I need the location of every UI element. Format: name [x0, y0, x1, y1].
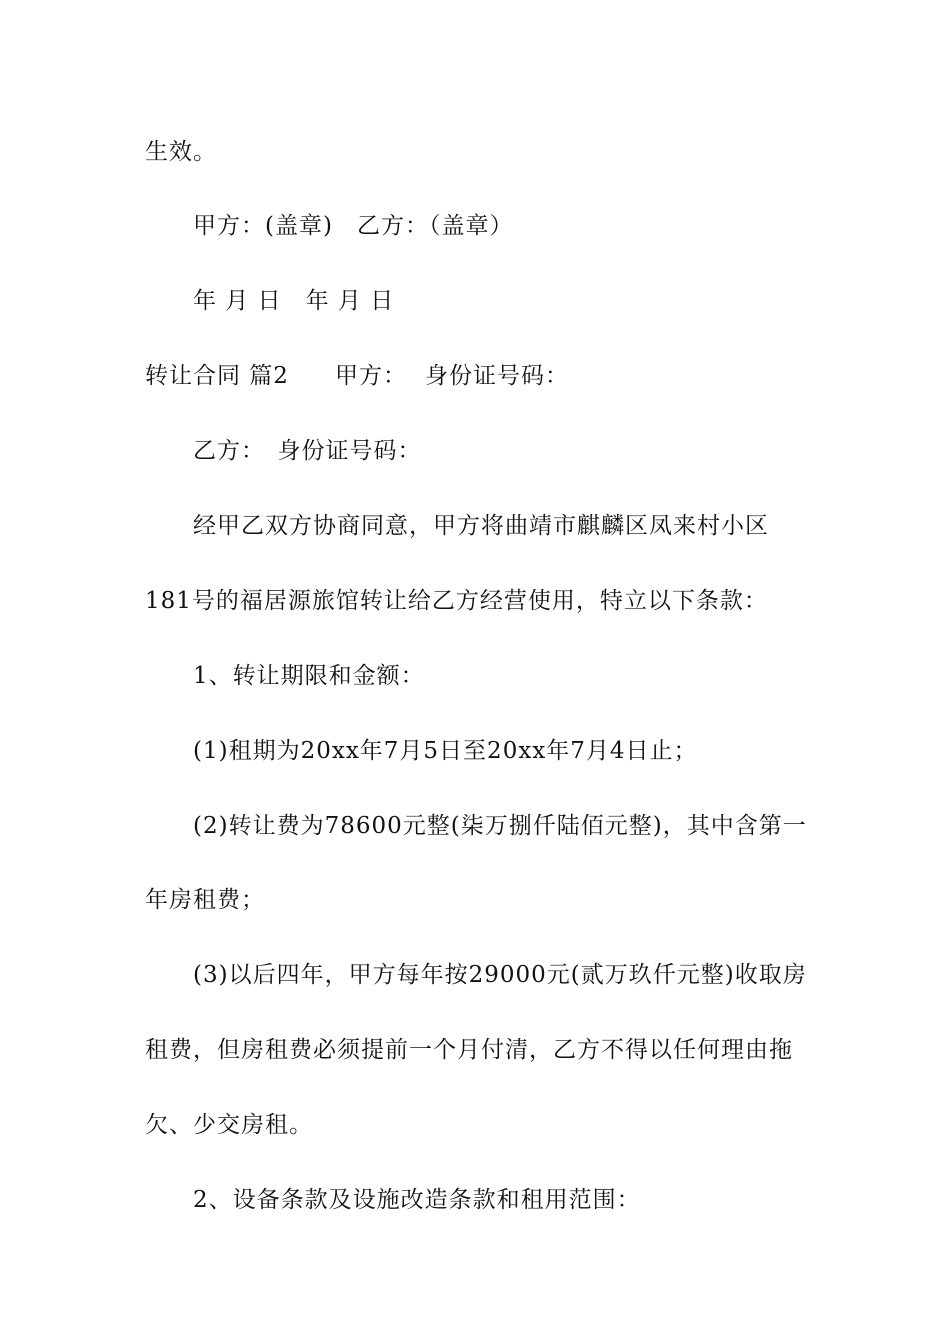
section-title: 转让合同 篇2 — [145, 363, 289, 389]
text-line: (2)转让费为78600元整(柒万捌仟陆佰元整)，其中含第一 — [193, 813, 807, 839]
text-line: 年 月 日 年 月 日 — [193, 288, 395, 314]
text-line: 欠、少交房租。 — [145, 1112, 313, 1138]
text-line: 181号的福居源旅馆转让给乙方经营使用，特立以下条款： — [145, 588, 768, 614]
text-line: 经甲乙双方协商同意，甲方将曲靖市麒麟区凤来村小区 — [193, 513, 769, 539]
text-line: 生效。 — [145, 139, 217, 165]
section-heading-line — [145, 361, 569, 391]
party-a-label: 甲方： — [334, 363, 407, 389]
text-line: 甲方：(盖章) 乙方：（盖章） — [193, 213, 514, 239]
text-line: 租费，但房租费必须提前一个月付清，乙方不得以任何理由拖 — [145, 1037, 793, 1063]
text-line: 年房租费； — [145, 887, 265, 913]
id-number-label: 身份证号码： — [424, 363, 569, 389]
text-line: (1)租期为20xx年7月5日至20xx年7月4日止； — [193, 738, 698, 764]
text-line: (3)以后四年，甲方每年按29000元(贰万玖仟元整)收取房 — [193, 962, 807, 988]
text-line: 1、转让期限和金额： — [193, 663, 425, 689]
text-line: 乙方： 身份证号码： — [193, 438, 422, 464]
text-line: 2、设备条款及设施改造条款和租用范围： — [193, 1187, 641, 1213]
